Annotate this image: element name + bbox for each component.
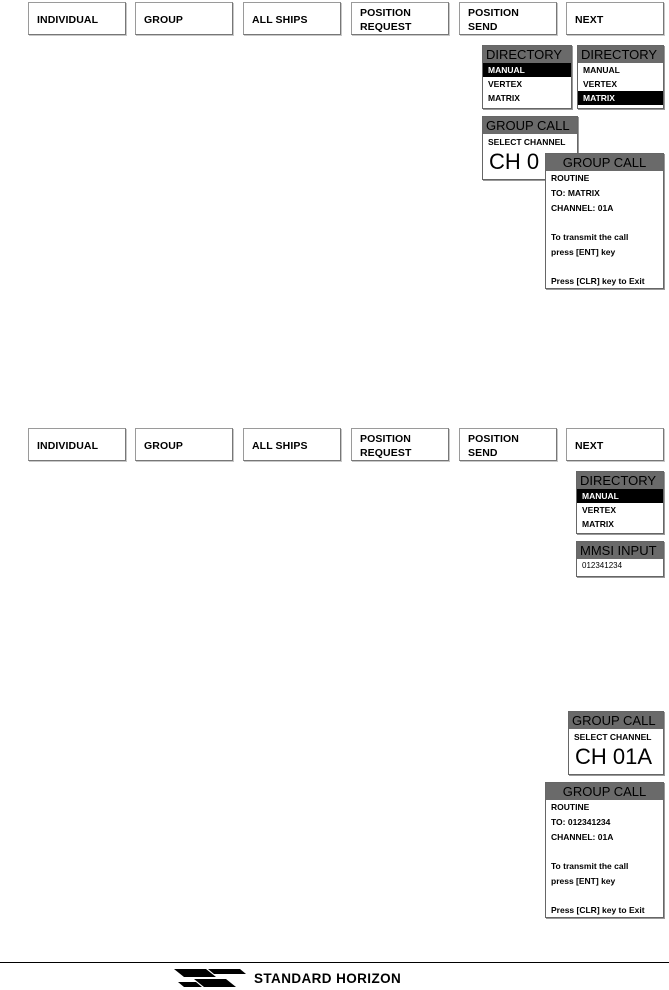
group-call-confirm-panel	[545, 782, 664, 918]
mmsi-input-title: MMSI INPUT	[577, 542, 663, 559]
call-recipient: TO: MATRIX	[551, 188, 600, 198]
footer-divider	[0, 962, 669, 963]
softkey-all-ships[interactable]: ALL SHIPS	[243, 428, 341, 461]
softkey-group[interactable]: GROUP	[135, 428, 233, 461]
softkey-individual[interactable]: INDIVIDUAL	[28, 2, 126, 35]
brand-logo	[172, 967, 401, 989]
directory-title: DIRECTORY	[577, 472, 663, 489]
call-channel: CHANNEL: 01A	[551, 203, 614, 213]
directory-item-vertex[interactable]: VERTEX	[583, 79, 618, 89]
softkey-position-request[interactable]: POSITION REQUEST	[351, 2, 449, 35]
transmit-instruction-1: To transmit the call	[551, 861, 629, 871]
group-call-title: GROUP CALL	[483, 117, 577, 134]
group-call-title: GROUP CALL	[569, 712, 663, 729]
directory-panel-matrix	[577, 45, 664, 109]
softkey-next[interactable]: NEXT	[566, 428, 664, 461]
exit-instruction: Press [CLR] key to Exit	[551, 276, 645, 286]
mmsi-input-panel	[576, 541, 664, 577]
softkey-next[interactable]: NEXT	[566, 2, 664, 35]
channel-value: CH 0	[489, 149, 540, 174]
call-channel: CHANNEL: 01A	[551, 832, 614, 842]
select-channel-label: SELECT CHANNEL	[488, 137, 566, 147]
softkey-all-ships[interactable]: ALL SHIPS	[243, 2, 341, 35]
directory-item-vertex[interactable]: VERTEX	[582, 505, 617, 515]
softkey-position-request[interactable]: POSITION REQUEST	[351, 428, 449, 461]
softkey-group[interactable]: GROUP	[135, 2, 233, 35]
transmit-instruction-2: press [ENT] key	[551, 247, 616, 257]
directory-item-matrix[interactable]: MATRIX	[488, 93, 520, 103]
softkey-position-send[interactable]: POSITION SEND	[459, 428, 557, 461]
directory-item-manual[interactable]: MANUAL	[577, 489, 663, 503]
directory-title: DIRECTORY	[578, 46, 663, 63]
directory-item-vertex[interactable]: VERTEX	[488, 79, 523, 89]
transmit-instruction-2: press [ENT] key	[551, 876, 616, 886]
directory-item-matrix[interactable]: MATRIX	[582, 519, 614, 529]
brand-mark-icon	[172, 968, 248, 988]
directory-item-matrix[interactable]: MATRIX	[578, 91, 663, 105]
directory-item-manual[interactable]: MANUAL	[583, 65, 620, 75]
brand-name: STANDARD HORIZON	[254, 970, 402, 986]
directory-panel	[576, 471, 664, 534]
directory-item-manual[interactable]: MANUAL	[483, 63, 571, 77]
group-call-title: GROUP CALL	[546, 154, 663, 171]
softkey-individual[interactable]: INDIVIDUAL	[28, 428, 126, 461]
mmsi-input-value[interactable]: 012341234	[582, 561, 623, 570]
directory-title: DIRECTORY	[483, 46, 571, 63]
select-channel-label: SELECT CHANNEL	[574, 732, 652, 742]
exit-instruction: Press [CLR] key to Exit	[551, 905, 645, 915]
group-call-confirm-panel	[545, 153, 664, 289]
call-priority: ROUTINE	[551, 173, 590, 183]
call-recipient: TO: 012341234	[551, 817, 611, 827]
softkey-position-send[interactable]: POSITION SEND	[459, 2, 557, 35]
call-priority: ROUTINE	[551, 802, 590, 812]
group-call-select-channel-panel	[568, 711, 664, 775]
directory-panel-manual	[482, 45, 572, 109]
channel-value: CH 01A	[575, 744, 653, 769]
group-call-title: GROUP CALL	[546, 783, 663, 800]
transmit-instruction-1: To transmit the call	[551, 232, 629, 242]
